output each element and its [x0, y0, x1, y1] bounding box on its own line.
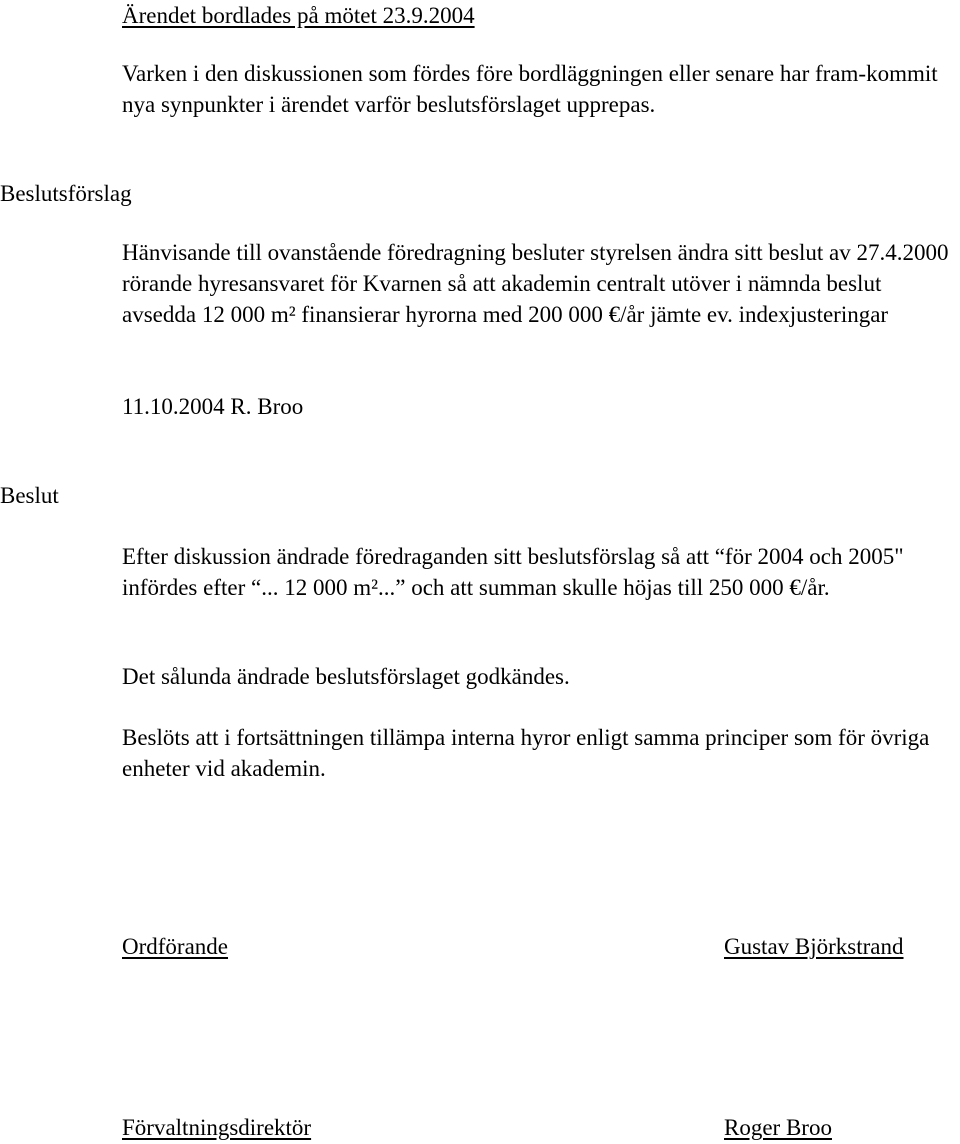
decision-paragraph: Beslöts att i fortsättningen tillämpa interna hyror enligt samma principer som för övriga enheter vid akademin.: [122, 725, 930, 781]
decision-paragraph: Efter diskussion ändrade föredraganden sitt beslutsförslag så att “för 2004 och 2005" infördes efter “... 12 000 m²...” och att summan skulle höjas till 250 000 €/år.: [122, 544, 904, 600]
chair-name-label: Gustav Björkstrand: [724, 934, 904, 959]
intro-paragraph: Varken i den diskussionen som fördes före bordläggningen eller senare har fram-kommit nya synpunkter i ärendet varför beslutsförslaget upprepas.: [122, 61, 938, 117]
decision-paragraph: Det sålunda ändrade beslutsförslaget godkändes.: [122, 664, 570, 689]
proposal-heading: Beslutsförslag: [0, 181, 132, 206]
chair-role-label: Ordförande: [122, 934, 229, 959]
proposal-signature: 11.10.2004 R. Broo: [122, 394, 304, 419]
director-role-label: Förvaltningsdirektör: [122, 1115, 312, 1140]
director-name-label: Roger Broo: [724, 1115, 832, 1140]
proposal-body: Hänvisande till ovanstående föredragning besluter styrelsen ändra sitt beslut av 27.4.2000 rörande hyresansvaret för Kvarnen så att akademin centralt utöver i nämnda beslut avsedda 12 000 m² finansierar hyrorna med 200 000 €/år jämte ev. indexjusteringar: [122, 240, 949, 327]
decision-heading: Beslut: [0, 483, 59, 508]
status-line: Ärendet bordlades på mötet 23.9.2004: [122, 3, 475, 28]
